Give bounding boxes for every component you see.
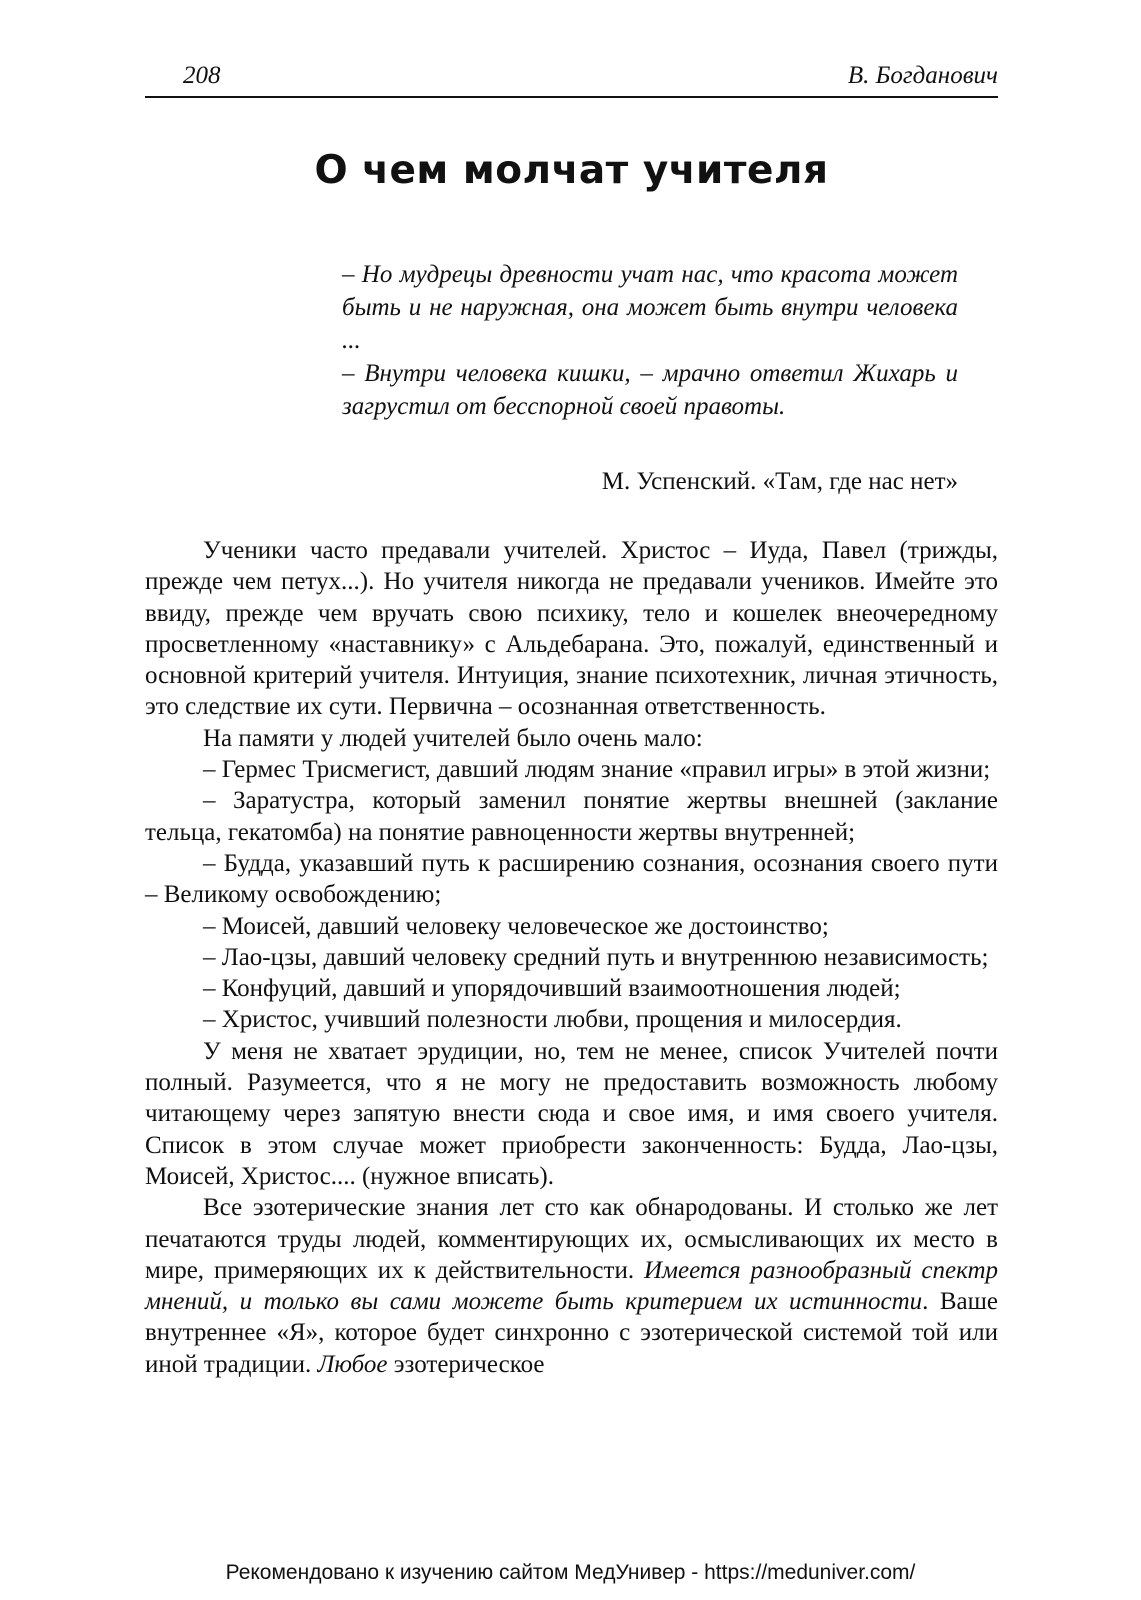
running-author: В. Богданович [847, 62, 998, 89]
list-item: – Лао-цзы, давший человеку средний путь и внутреннюю независимость; [203, 943, 989, 971]
emphasis-text: Любое [317, 1350, 388, 1378]
page-number: 208 [183, 62, 221, 89]
list-item: – Будда, указавший путь к расширению сознания, осознания своего пути – Великому освобождению; [145, 849, 998, 909]
chapter-title: О чем молчат учителя [314, 148, 829, 193]
epigraph-attribution: М. Успенский. «Там, где нас нет» [601, 468, 958, 495]
paragraph-text: . Ваше внутреннее «Я», которое будет синхронно с эзотерической системой той или иной традиции. [145, 1288, 999, 1378]
emphasis-text: Имеется разнообразный спектр мнений, и только вы сами можете быть критерием их истинности [145, 1256, 998, 1316]
paragraph-text: эзотерическое [387, 1350, 545, 1378]
paragraph: У меня не хватает эрудиции, но, тем не менее, список Учителей почти полный. Разумеется, что я не могу не предоставить возможность любому читающему через запятую внести сюда и свое имя, и имя своего учителя. Список в этом случае может приобрести законченность: Будда, Лао-цзы, Моисей, Христос.... (нужное вписать). [145, 1037, 998, 1190]
paragraph: На памяти у людей учителей было очень мало: [203, 724, 703, 752]
list-item: – Гермес Трисмегист, давший людям знание «правил игры» в этой жизни; [203, 756, 991, 784]
list-item: – Заратустра, который заменил понятие жертвы внешней (заклание тельца, гекатомба) на понятие равноценности жертвы внутренней; [145, 787, 998, 846]
list-item: – Моисей, давший человеку человеческое же достоинство; [203, 912, 829, 940]
paragraph: Ученики часто предавали учителей. Христос – Иуда, Павел (трижды, прежде чем петух...). Но учителя никогда не предавали учеников. Имейте это ввиду, прежде чем вручать свою психику, тело и кошелек внеочередному просветленному «наставнику» с Альдебарана. Это, пожалуй, единственный и основной критерий учителя. Интуиция, знание психотехник, личная этичность, это следствие их сути. Первична – осознанная ответственность. [145, 537, 998, 721]
running-header [145, 62, 998, 98]
list-item: – Христос, учивший полезности любви, прощения и милосердия. [203, 1006, 902, 1034]
epigraph [342, 258, 958, 423]
footer-watermark: Рекомендовано к изучению сайтом МедУнивер - https://meduniver.com/ [225, 1561, 916, 1584]
epigraph-line: – Внутри человека кишки, – мрачно ответил Жихарь и загрустил от бесспорной своей правоты. [342, 360, 958, 420]
paragraph [145, 1192, 998, 1380]
body-text [145, 535, 998, 1380]
paragraph-text: Все эзотерические знания лет сто как обнародованы. И столько же лет печатаются труды людей, комментирующих их, осмысливающих их место в мире, примеряющих их к действительности. [145, 1194, 998, 1284]
list-item: – Конфуций, давший и упорядочивший взаимоотношения людей; [203, 975, 901, 1003]
epigraph-line: – Но мудрецы древности учат нас, что красота может быть и не наружная, она может быть внутри человека ... [342, 261, 958, 354]
